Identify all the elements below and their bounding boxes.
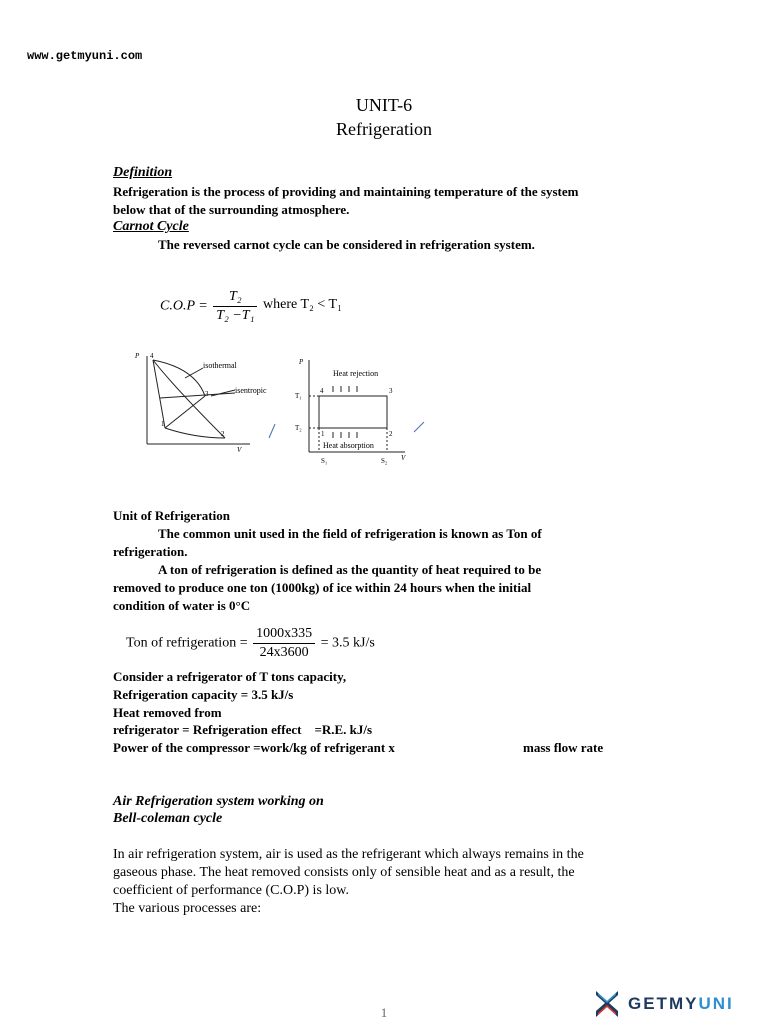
unit-ref-line-5: condition of water is 0°C	[113, 598, 251, 613]
capacity-line-1: Consider a refrigerator of T tons capacity,	[113, 669, 347, 684]
capacity-line-5: Power of the compressor =work/kg of refrigerant x	[113, 740, 395, 755]
label-s2: S₂	[381, 457, 388, 465]
ton-formula	[126, 625, 375, 662]
cop-denominator: T₂ −T₁	[216, 308, 255, 323]
ton-fraction	[253, 625, 315, 662]
label-heat-rejection: Heat rejection	[333, 369, 379, 378]
cop-numerator: T₂	[213, 288, 257, 307]
label-s1: S₁	[321, 457, 328, 465]
unit-ref-line-2: refrigeration.	[113, 544, 188, 559]
ton-formula-rhs: = 3.5 kJ/s	[320, 635, 375, 651]
label-4-left: 4	[150, 352, 154, 360]
tick-mark-icon	[412, 418, 426, 436]
brand-logo-text	[628, 994, 734, 1014]
label-2-left: 2	[221, 430, 225, 438]
cop-lhs: C.O.P =	[160, 298, 208, 314]
label-heat-absorption: Heat absorption	[323, 441, 374, 450]
brand-logo-main: GETMY	[628, 994, 699, 1013]
capacity-line-5-tail: mass flow rate	[523, 740, 604, 755]
subject-title: Refrigeration	[336, 119, 432, 139]
label-3-left: 3	[205, 390, 209, 398]
capacity-line-4: refrigerator = Refrigeration effect =R.E. kJ/s	[113, 722, 373, 737]
ton-numerator: 1000x335	[253, 625, 315, 644]
unit-ref-line-1: The common unit used in the field of refrigeration is known as Ton of	[158, 526, 542, 541]
cop-where: where T₂ < T₁	[263, 297, 342, 312]
label-t1: T₁	[295, 392, 302, 400]
cop-fraction	[213, 288, 257, 325]
definition-heading: Definition	[113, 165, 173, 180]
label-3-right: 3	[389, 387, 393, 395]
air-heading-1: Air Refrigeration system working on	[113, 794, 324, 809]
capacity-line-3: Heat removed from	[113, 705, 222, 720]
carnot-line: The reversed carnot cycle can be considered in refrigeration system.	[158, 237, 535, 252]
unit-ref-heading: Unit of Refrigeration	[113, 508, 230, 523]
capacity-line-2: Refrigeration capacity = 3.5 kJ/s	[113, 687, 294, 702]
unit-title: UNIT-6	[355, 95, 413, 115]
unit-ref-line-4: removed to produce one ton (1000kg) of ice within 24 hours when the initial	[113, 580, 532, 595]
ton-formula-lhs: Ton of refrigeration =	[126, 635, 248, 651]
carnot-heading: Carnot Cycle	[113, 219, 189, 234]
axis-v-left: V	[237, 446, 242, 454]
brand-logo-accent: UNI	[698, 994, 734, 1013]
axis-p-right: P	[299, 358, 304, 366]
air-para-line-4: The various processes are:	[113, 901, 262, 916]
label-4-right: 4	[320, 387, 324, 395]
axis-p-left: P	[135, 352, 140, 360]
label-isothermal: isothermal	[203, 361, 237, 370]
brand-logo	[594, 988, 764, 1020]
page-number: 1	[380, 1005, 388, 1020]
ts-cycle-diagram	[293, 356, 413, 466]
label-1-right: 1	[321, 430, 325, 438]
axis-v-right: V	[401, 454, 406, 462]
brand-logo-icon	[594, 989, 620, 1019]
air-para-line-2: gaseous phase. The heat removed consists only of sensible heat and as a result, the	[113, 865, 575, 880]
pv-cycle-diagram	[125, 348, 267, 454]
air-para-line-3: coefficient of performance (C.O.P) is low.	[113, 883, 349, 898]
site-url: www.getmyuni.com	[27, 49, 143, 63]
cop-formula	[160, 288, 259, 325]
label-isentropic: isentropic	[235, 386, 267, 395]
label-2-right: 2	[389, 430, 393, 438]
definition-line-1: Refrigeration is the process of providing and maintaining temperature of the system	[113, 184, 579, 199]
label-1-left: 1	[161, 420, 165, 428]
ton-denominator: 24x3600	[259, 645, 309, 660]
air-heading-2: Bell-coleman cycle	[113, 811, 223, 826]
tick-mark-icon	[265, 422, 279, 440]
air-para-line-1: In air refrigeration system, air is used as the refrigerant which always remains in the	[113, 847, 584, 862]
unit-ref-line-3: A ton of refrigeration is defined as the quantity of heat required to be	[158, 562, 542, 577]
label-t2: T₂	[295, 424, 302, 432]
definition-line-2: below that of the surrounding atmosphere.	[113, 202, 350, 217]
